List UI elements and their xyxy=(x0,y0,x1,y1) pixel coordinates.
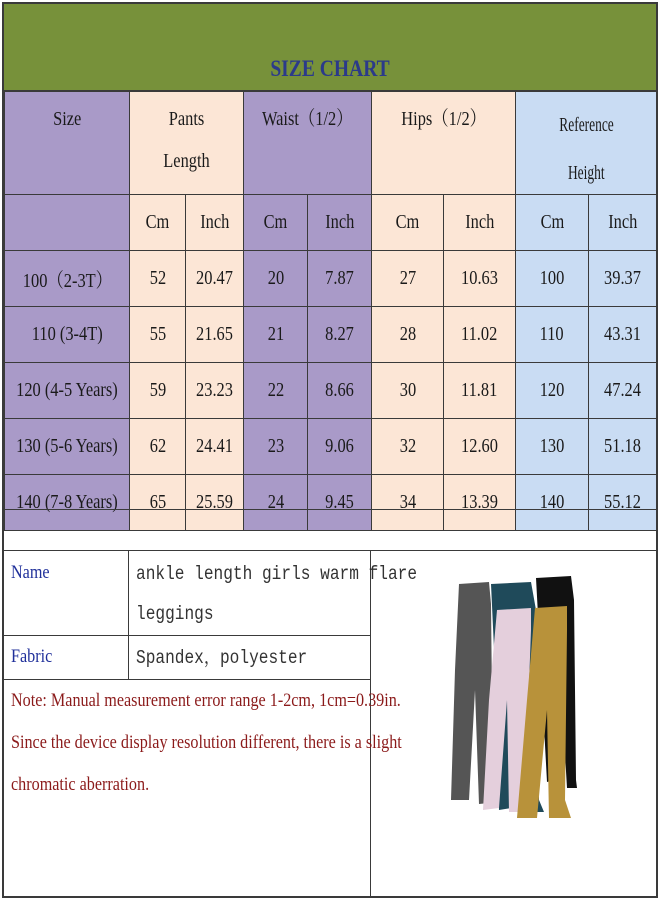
cell-hips-inch: 12.60 xyxy=(444,419,516,475)
cell-pants-inch: 24.41 xyxy=(186,419,244,475)
name-label: Name xyxy=(11,562,50,583)
cell-waist-cm: 23 xyxy=(244,419,308,475)
cell-waist-inch: 9.45 xyxy=(308,475,372,531)
cell-hips-cm: 28 xyxy=(372,307,444,363)
cell-hips-cm: 34 xyxy=(372,475,444,531)
cell-height-inch: 47.24 xyxy=(589,363,657,419)
name-value-line2: leggings xyxy=(136,603,214,625)
header-reference-height: Reference Height xyxy=(516,92,657,195)
cell-waist-cm: 24 xyxy=(244,475,308,531)
cell-pants-cm: 62 xyxy=(130,419,186,475)
size-row xyxy=(5,363,657,419)
cell-waist-inch: 9.06 xyxy=(308,419,372,475)
title-band xyxy=(4,4,656,91)
unit-hips-cm: Cm xyxy=(372,195,444,251)
cell-height-inch: 43.31 xyxy=(589,307,657,363)
name-value-cell xyxy=(129,550,418,636)
unit-empty xyxy=(5,195,130,251)
cell-size: 120 (4-5 Years) xyxy=(5,363,130,419)
unit-row xyxy=(5,195,657,251)
header-row xyxy=(5,92,657,195)
cell-height-cm: 100 xyxy=(516,251,589,307)
unit-waist-inch: Inch xyxy=(308,195,372,251)
size-table xyxy=(4,91,657,531)
fabric-label-cell xyxy=(4,636,129,680)
cell-height-cm: 110 xyxy=(516,307,589,363)
cell-size: 140 (7-8 Years) xyxy=(5,475,130,531)
cell-size: 100（2-3T） xyxy=(5,251,130,307)
fabric-value: Spandex，polyester xyxy=(136,647,308,669)
cell-waist-inch: 8.27 xyxy=(308,307,372,363)
name-value-line1: ankle length girls warm flare xyxy=(136,563,418,585)
cell-waist-cm: 21 xyxy=(244,307,308,363)
blank-divider-row xyxy=(4,509,656,551)
unit-pants-cm: Cm xyxy=(130,195,186,251)
cell-waist-inch: 7.87 xyxy=(308,251,372,307)
unit-waist-cm: Cm xyxy=(244,195,308,251)
product-info xyxy=(4,550,656,896)
cell-waist-cm: 22 xyxy=(244,363,308,419)
cell-waist-inch: 8.66 xyxy=(308,363,372,419)
unit-pants-inch: Inch xyxy=(186,195,244,251)
size-row xyxy=(5,251,657,307)
header-size: Size xyxy=(5,92,130,195)
cell-hips-inch: 10.63 xyxy=(444,251,516,307)
cell-pants-inch: 23.23 xyxy=(186,363,244,419)
cell-hips-inch: 11.81 xyxy=(444,363,516,419)
cell-waist-cm: 20 xyxy=(244,251,308,307)
size-chart-title: SIZE CHART xyxy=(270,56,390,81)
cell-pants-cm: 59 xyxy=(130,363,186,419)
product-image xyxy=(371,550,656,896)
note-line-2: Since the device display resolution different, there is a slight xyxy=(11,732,402,753)
cell-height-cm: 130 xyxy=(516,419,589,475)
cell-hips-cm: 32 xyxy=(372,419,444,475)
cell-hips-inch: 13.39 xyxy=(444,475,516,531)
header-waist: Waist（1/2） xyxy=(244,92,372,195)
cell-hips-cm: 27 xyxy=(372,251,444,307)
cell-pants-cm: 65 xyxy=(130,475,186,531)
header-pants-length: Pants Length xyxy=(130,92,244,195)
unit-height-inch: Inch xyxy=(589,195,657,251)
unit-height-cm: Cm xyxy=(516,195,589,251)
size-row xyxy=(5,419,657,475)
note-cell xyxy=(4,680,402,896)
fabric-label: Fabric xyxy=(11,646,53,667)
cell-pants-inch: 25.59 xyxy=(186,475,244,531)
product-info-text xyxy=(4,550,418,896)
cell-pants-inch: 20.47 xyxy=(186,251,244,307)
size-row xyxy=(5,307,657,363)
name-label-cell xyxy=(4,550,129,636)
leggings-illustration xyxy=(371,550,656,896)
cell-pants-cm: 55 xyxy=(130,307,186,363)
note-line-3: chromatic aberration. xyxy=(11,774,150,795)
cell-hips-inch: 11.02 xyxy=(444,307,516,363)
cell-height-cm: 140 xyxy=(516,475,589,531)
cell-height-cm: 120 xyxy=(516,363,589,419)
cell-size: 130 (5-6 Years) xyxy=(5,419,130,475)
cell-height-inch: 39.37 xyxy=(589,251,657,307)
unit-hips-inch: Inch xyxy=(444,195,516,251)
cell-pants-inch: 21.65 xyxy=(186,307,244,363)
cell-height-inch: 55.12 xyxy=(589,475,657,531)
cell-hips-cm: 30 xyxy=(372,363,444,419)
note-line-1: Note: Manual measurement error range 1-2cm, 1cm=0.39in. xyxy=(11,690,401,711)
cell-pants-cm: 52 xyxy=(130,251,186,307)
cell-size: 110 (3-4T) xyxy=(5,307,130,363)
size-chart-page xyxy=(2,2,658,898)
header-hips: Hips（1/2） xyxy=(372,92,516,195)
fabric-value-cell xyxy=(129,636,370,680)
cell-height-inch: 51.18 xyxy=(589,419,657,475)
